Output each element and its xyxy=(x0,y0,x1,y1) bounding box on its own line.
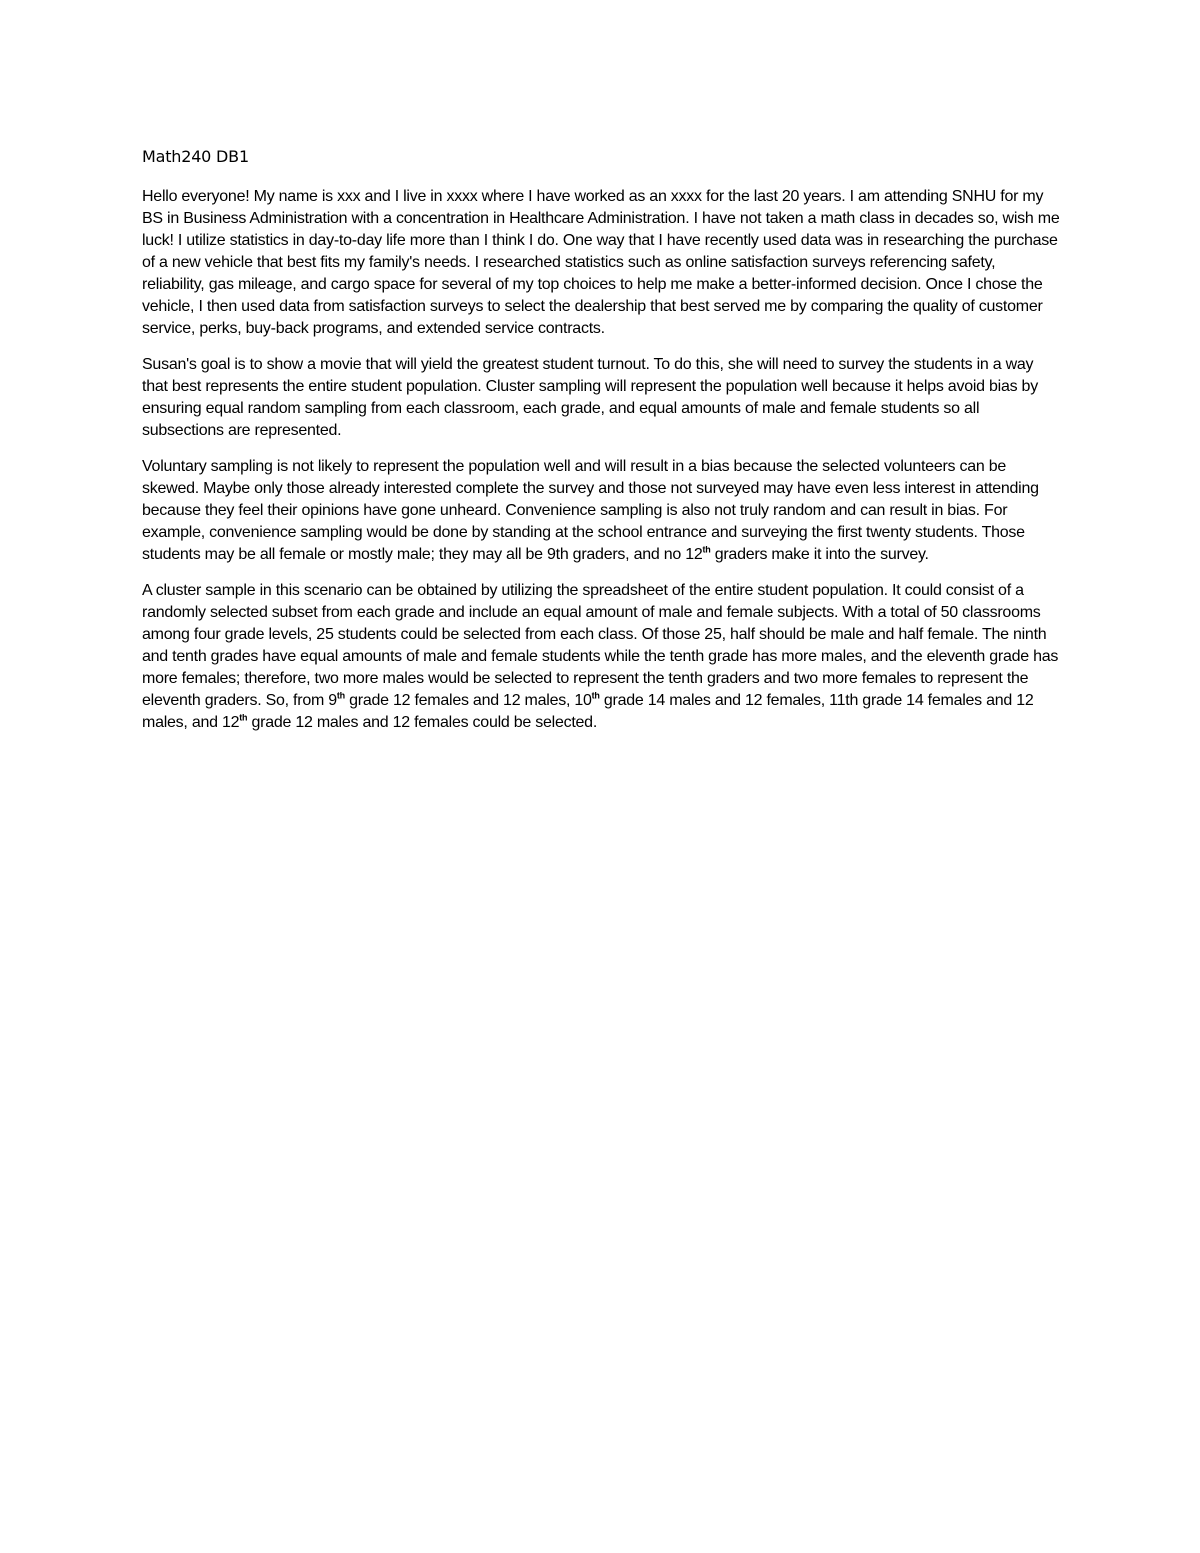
paragraph-text: graders make it into the survey. xyxy=(710,546,929,563)
paragraph-cluster-sample-plan xyxy=(142,580,1062,734)
paragraph-text: grade 14 males and 12 females, 11th grade 14 females and 12 males, and 12 xyxy=(142,692,1034,731)
paragraph-voluntary-convenience-sampling xyxy=(142,456,1062,566)
ordinal-suffix: th xyxy=(336,690,345,701)
paragraph-cluster-sampling: Susan's goal is to show a movie that will yield the greatest student turnout. To do this, she will need to survey the students in a way that best represents the entire student population. Cluster sampling will represent the population well because it helps avoid bias by ensuring equal random sampling from each classroom, each grade, and equal amounts of male and female students so all subsections are represented. xyxy=(142,356,1038,439)
paragraph-introduction: Hello everyone! My name is xxx and I live in xxxx where I have worked as an xxxx for the last 20 years. I am attending SNHU for my BS in Business Administration with a concentration in Healthcare Administration. I have not taken a math class in decades so, wish me luck! I utilize statistics in day-to-day life more than I think I do. One way that I have recently used data was in researching the purchase of a new vehicle that best fits my family's needs. I researched statistics such as online satisfaction surveys referencing safety, reliability, gas mileage, and cargo space for several of my top choices to help me make a better-informed decision. Once I chose the vehicle, I then used data from satisfaction surveys to select the dealership that best served me by comparing the quality of customer service, perks, buy-back programs, and extended service contracts. xyxy=(142,188,1060,337)
paragraph-text: grade 12 females and 12 males, 10 xyxy=(344,692,592,709)
paragraph-text: A cluster sample in this scenario can be obtained by utilizing the spreadsheet of the entire student population. It could consist of a randomly selected subset from each grade and include an equal amount of male and female subjects. With a total of 50 classrooms among four grade levels, 25 students could be selected from each class. Of those 25, half should be male and half female. The ninth and tenth grades have equal amounts of male and female students while the tenth grade has more males, and the eleventh grade has more females; therefore, two more males would be selected to represent the tenth graders and two more females to represent the eleventh graders. So, from 9 xyxy=(142,582,1059,709)
document-body xyxy=(142,146,1062,748)
ordinal-suffix: th xyxy=(702,544,711,555)
ordinal-suffix: th xyxy=(239,712,248,723)
paragraph-text: Voluntary sampling is not likely to represent the population well and will result in a bias because the selected volunteers can be skewed. Maybe only those already interested complete the survey and those not surveyed may have even less interest in attending because they feel their opinions have gone unheard. Convenience sampling is also not truly random and can result in bias. For example, convenience sampling would be done by standing at the school entrance and surveying the first twenty students. Those students may be all female or mostly male; they may all be 9th graders, and no 12 xyxy=(142,458,1039,563)
paragraph-text: grade 12 males and 12 females could be selected. xyxy=(247,714,598,731)
document-title: Math240 DB1 xyxy=(142,147,249,166)
ordinal-suffix: th xyxy=(591,690,600,701)
